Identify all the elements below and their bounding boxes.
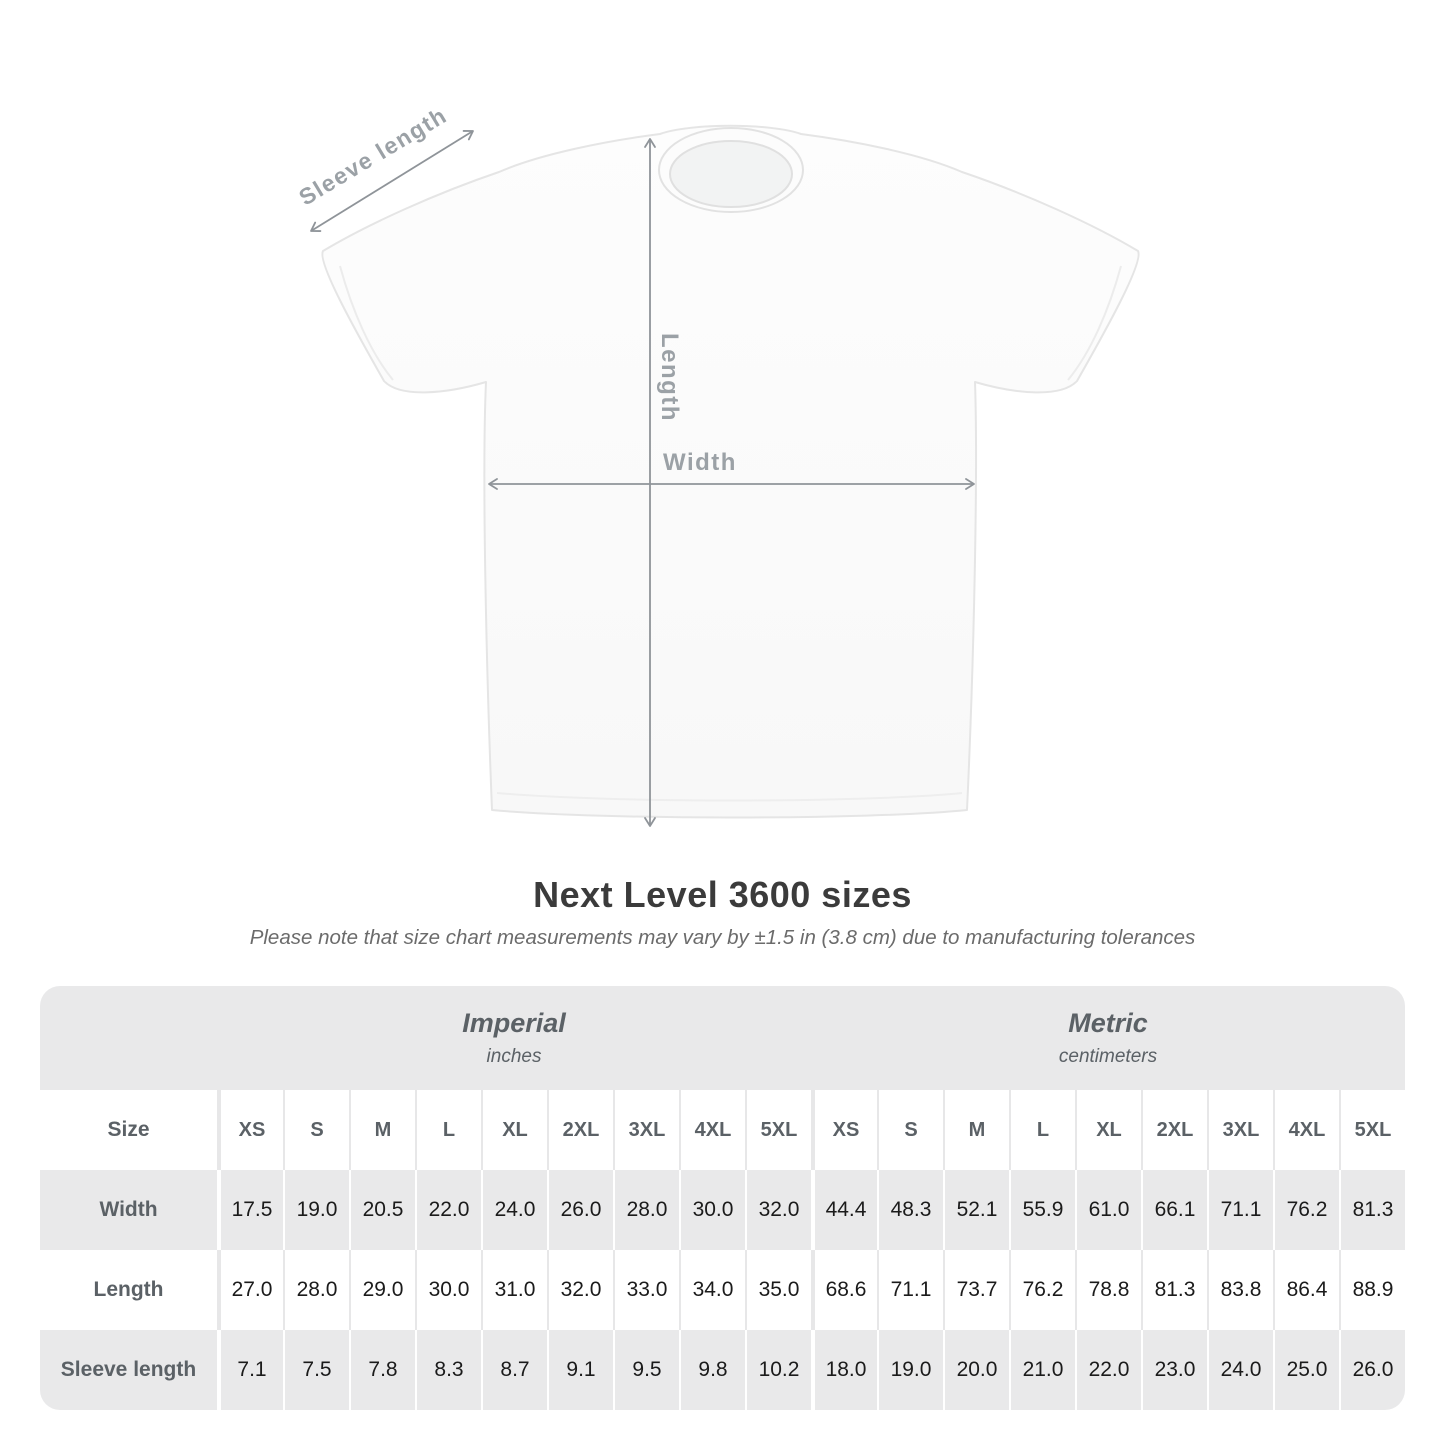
- size-col-header: XS: [811, 1090, 877, 1170]
- sleeve-length-label: Sleeve length: [294, 101, 452, 211]
- size-value-cell: 24.0: [1207, 1330, 1273, 1410]
- size-col-header: 4XL: [679, 1090, 745, 1170]
- size-col-header: 4XL: [1273, 1090, 1339, 1170]
- tolerance-note: Please note that size chart measurements may vary by ±1.5 in (3.8 cm) due to manufacturing tolerances: [249, 926, 1196, 949]
- size-value-cell: 31.0: [481, 1250, 547, 1330]
- size-value-cell: 17.5: [217, 1170, 283, 1250]
- size-value-cell: 10.2: [745, 1330, 811, 1410]
- size-value-cell: 7.8: [349, 1330, 415, 1410]
- units-header-band: [40, 986, 1405, 1090]
- size-col-header: 2XL: [547, 1090, 613, 1170]
- size-value-cell: 48.3: [877, 1170, 943, 1250]
- size-value-cell: 7.5: [283, 1330, 349, 1410]
- size-value-cell: 30.0: [679, 1170, 745, 1250]
- size-value-cell: 83.8: [1207, 1250, 1273, 1330]
- size-value-cell: 25.0: [1273, 1330, 1339, 1410]
- size-value-cell: 9.1: [547, 1330, 613, 1410]
- size-value-cell: 9.8: [679, 1330, 745, 1410]
- size-col-header: M: [943, 1090, 1009, 1170]
- size-value-cell: 34.0: [679, 1250, 745, 1330]
- metric-title: Metric: [1068, 1008, 1148, 1038]
- size-col-header: S: [877, 1090, 943, 1170]
- size-col-header: 2XL: [1141, 1090, 1207, 1170]
- size-value-cell: 30.0: [415, 1250, 481, 1330]
- size-value-cell: 88.9: [1339, 1250, 1405, 1330]
- table-row: [40, 1330, 1405, 1410]
- size-value-cell: 66.1: [1141, 1170, 1207, 1250]
- page-title: Next Level 3600 sizes: [533, 874, 912, 915]
- size-value-cell: 71.1: [877, 1250, 943, 1330]
- size-grid: [40, 1090, 1405, 1410]
- size-corner-header: Size: [107, 1118, 150, 1141]
- size-value-cell: 78.8: [1075, 1250, 1141, 1330]
- size-value-cell: 33.0: [613, 1250, 679, 1330]
- units-header-spacer: [40, 986, 217, 1090]
- size-value-cell: 22.0: [415, 1170, 481, 1250]
- size-col-header: L: [415, 1090, 481, 1170]
- size-value-cell: 73.7: [943, 1250, 1009, 1330]
- size-col-header: 5XL: [1339, 1090, 1405, 1170]
- size-value-cell: 61.0: [1075, 1170, 1141, 1250]
- size-col-header: 3XL: [1207, 1090, 1273, 1170]
- length-label: Length: [656, 333, 683, 422]
- row-label: Sleeve length: [60, 1358, 197, 1381]
- size-col-header: 3XL: [613, 1090, 679, 1170]
- collar-inner: [670, 141, 792, 207]
- size-value-cell: 29.0: [349, 1250, 415, 1330]
- row-label: Length: [93, 1278, 164, 1301]
- table-row: [40, 1250, 1405, 1330]
- imperial-subtitle: inches: [486, 1046, 542, 1067]
- size-value-cell: 19.0: [877, 1330, 943, 1410]
- size-value-cell: 27.0: [217, 1250, 283, 1330]
- size-col-header: S: [283, 1090, 349, 1170]
- table-row: [40, 1170, 1405, 1250]
- size-value-cell: 76.2: [1009, 1250, 1075, 1330]
- size-value-cell: 24.0: [481, 1170, 547, 1250]
- size-value-cell: 18.0: [811, 1330, 877, 1410]
- size-value-cell: 21.0: [1009, 1330, 1075, 1410]
- size-col-header: L: [1009, 1090, 1075, 1170]
- size-value-cell: 9.5: [613, 1330, 679, 1410]
- size-col-header: 5XL: [745, 1090, 811, 1170]
- size-value-cell: 20.0: [943, 1330, 1009, 1410]
- size-value-cell: 7.1: [217, 1330, 283, 1410]
- table-row: [40, 1090, 1405, 1170]
- size-value-cell: 81.3: [1339, 1170, 1405, 1250]
- size-value-cell: 81.3: [1141, 1250, 1207, 1330]
- metric-subtitle: centimeters: [1058, 1046, 1158, 1067]
- size-value-cell: 23.0: [1141, 1330, 1207, 1410]
- size-col-header: XL: [1075, 1090, 1141, 1170]
- size-table: [40, 986, 1405, 1410]
- size-value-cell: 19.0: [283, 1170, 349, 1250]
- size-value-cell: 20.5: [349, 1170, 415, 1250]
- row-label: Width: [99, 1198, 158, 1221]
- imperial-title: Imperial: [462, 1008, 566, 1038]
- unit-group-imperial: [217, 986, 811, 1090]
- size-value-cell: 28.0: [613, 1170, 679, 1250]
- size-value-cell: 71.1: [1207, 1170, 1273, 1250]
- size-value-cell: 44.4: [811, 1170, 877, 1250]
- size-value-cell: 22.0: [1075, 1330, 1141, 1410]
- size-col-header: XL: [481, 1090, 547, 1170]
- size-value-cell: 68.6: [811, 1250, 877, 1330]
- size-col-header: XS: [217, 1090, 283, 1170]
- width-label: Width: [663, 449, 737, 476]
- size-value-cell: 32.0: [745, 1170, 811, 1250]
- size-value-cell: 26.0: [1339, 1330, 1405, 1410]
- size-value-cell: 76.2: [1273, 1170, 1339, 1250]
- size-value-cell: 26.0: [547, 1170, 613, 1250]
- size-value-cell: 32.0: [547, 1250, 613, 1330]
- size-value-cell: 55.9: [1009, 1170, 1075, 1250]
- size-value-cell: 8.7: [481, 1330, 547, 1410]
- size-value-cell: 52.1: [943, 1170, 1009, 1250]
- size-col-header: M: [349, 1090, 415, 1170]
- size-value-cell: 28.0: [283, 1250, 349, 1330]
- size-value-cell: 35.0: [745, 1250, 811, 1330]
- size-value-cell: 86.4: [1273, 1250, 1339, 1330]
- size-value-cell: 8.3: [415, 1330, 481, 1410]
- unit-group-metric: [811, 986, 1405, 1090]
